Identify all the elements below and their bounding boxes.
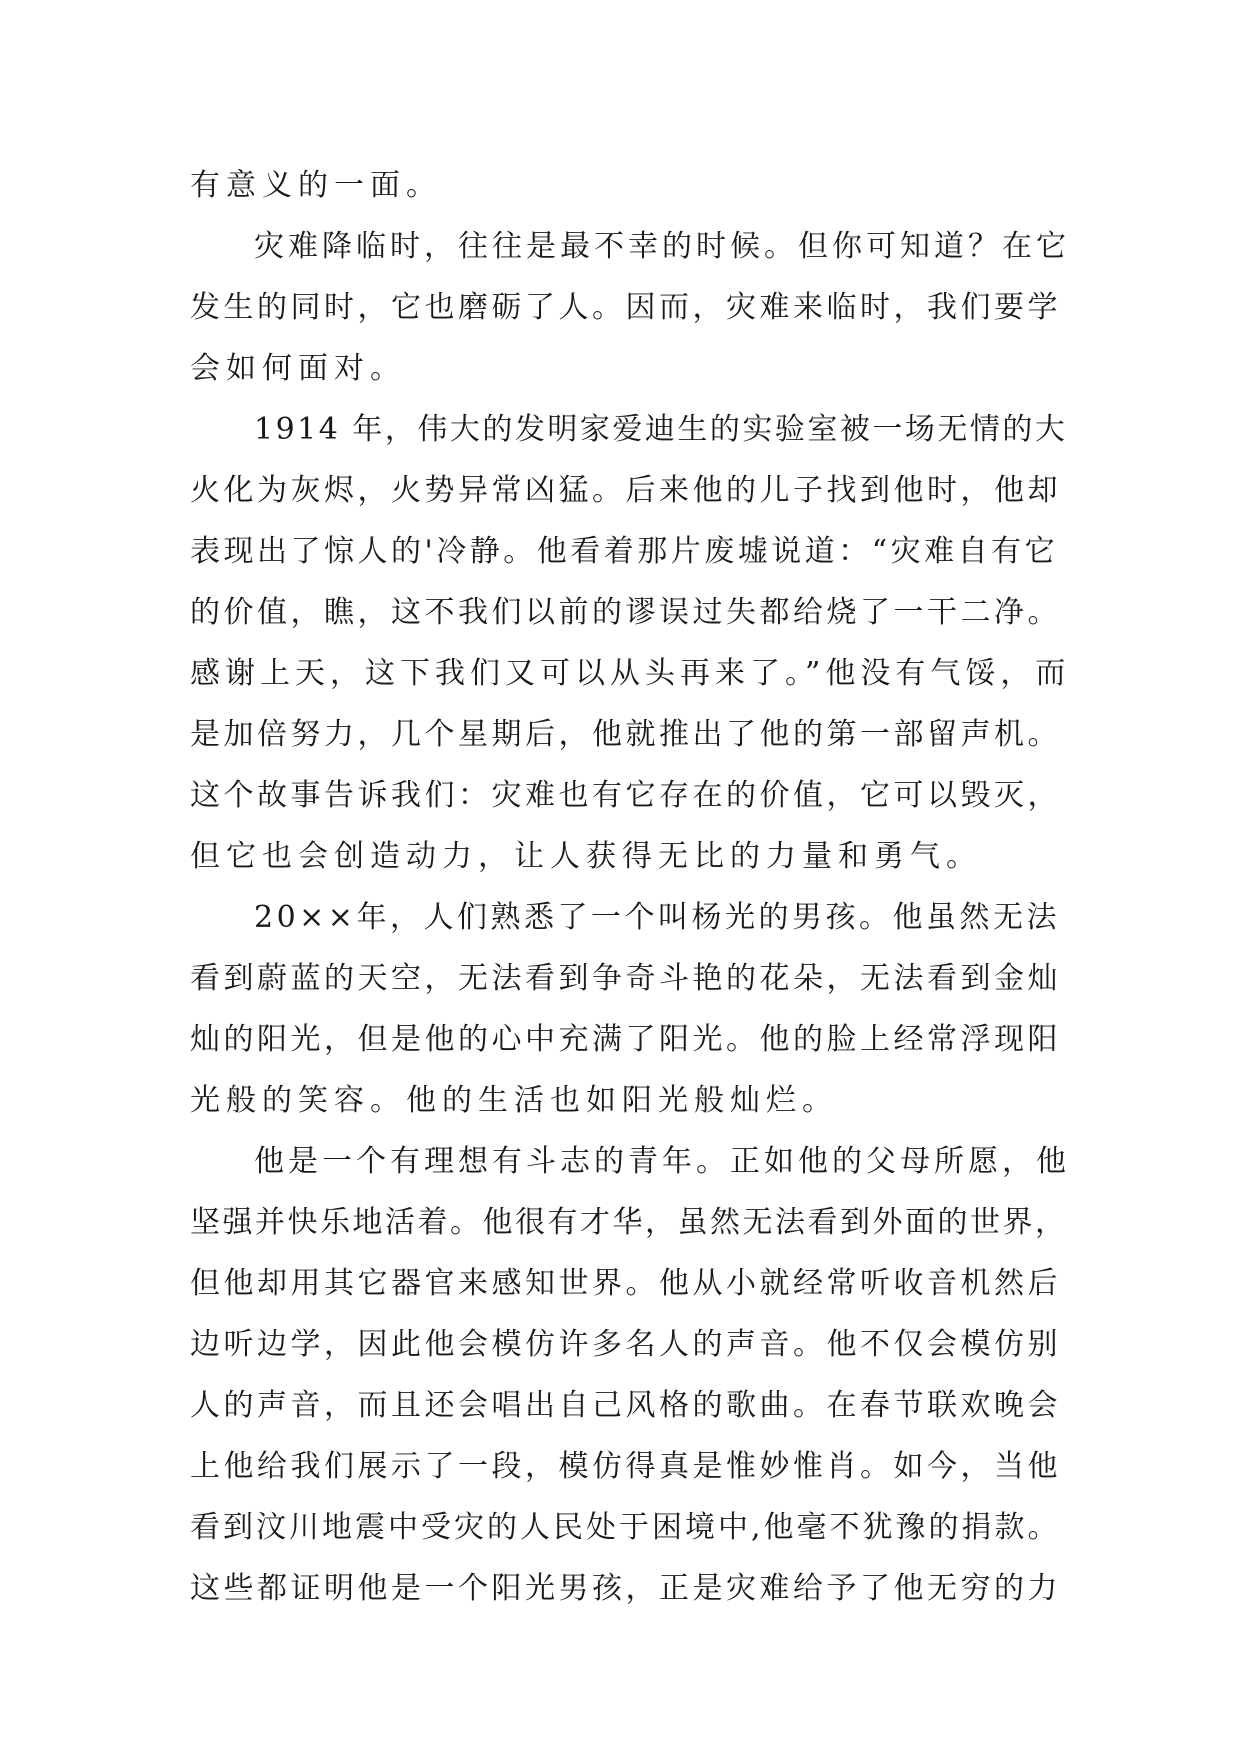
text-line: 看到汶川地震中受灾的人民处于困境中,他毫不犹豫的捐款。 bbox=[190, 1510, 1061, 1545]
text-line: 火化为灰烬，火势异常凶猛。后来他的儿子找到他时，他却 bbox=[190, 473, 1061, 508]
text-line: 上他给我们展示了一段，模仿得真是惟妙惟肖。如今，当他 bbox=[190, 1449, 1061, 1484]
text-line: 光般的笑容。他的生活也如阳光般灿烂。 bbox=[190, 1083, 838, 1118]
text-line: 人的声音，而且还会唱出自己风格的歌曲。在春节联欢晚会 bbox=[190, 1388, 1061, 1423]
text-line: 表现出了惊人的'冷静。他看着那片废墟说道：“灾难自有它 bbox=[190, 534, 1059, 569]
text-line: 1914 年，伟大的发明家爱迪生的实验室被一场无情的大 bbox=[254, 412, 1068, 447]
text-line: 但它也会创造动力，让人获得无比的力量和勇气。 bbox=[190, 839, 982, 874]
text-line: 的价值，瞧，这不我们以前的谬误过失都给烧了一干二净。 bbox=[190, 595, 1061, 630]
text-line: 边听边学，因此他会模仿许多名人的声音。他不仅会模仿别 bbox=[190, 1327, 1061, 1362]
document-body bbox=[190, 155, 1070, 1619]
text-line: 他是一个有理想有斗志的青年。正如他的父母所愿，他 bbox=[254, 1144, 1070, 1179]
text-line: 发生的同时，它也磨砺了人。因而，灾难来临时，我们要学 bbox=[190, 290, 1061, 325]
text-line: 是加倍努力，几个星期后，他就推出了他的第一部留声机。 bbox=[190, 717, 1061, 752]
text-line: 有意义的一面。 bbox=[190, 168, 442, 203]
text-line: 坚强并快乐地活着。他很有才华，虽然无法看到外面的世界， bbox=[190, 1205, 1068, 1240]
text-line: 这些都证明他是一个阳光男孩，正是灾难给予了他无穷的力 bbox=[190, 1571, 1061, 1606]
text-line: 看到蔚蓝的天空，无法看到争奇斗艳的花朵，无法看到金灿 bbox=[190, 961, 1061, 996]
text-line: 20××年，人们熟悉了一个叫杨光的男孩。他虽然无法 bbox=[254, 900, 1060, 935]
text-line: 这个故事告诉我们：灾难也有它存在的价值，它可以毁灭， bbox=[190, 778, 1061, 813]
text-line: 但他却用其它器官来感知世界。他从小就经常听收音机然后 bbox=[190, 1266, 1061, 1301]
text-line: 灾难降临时，往往是最不幸的时候。但你可知道？在它 bbox=[254, 229, 1070, 264]
text-line: 灿的阳光，但是他的心中充满了阳光。他的脸上经常浮现阳 bbox=[190, 1022, 1061, 1057]
text-line: 会如何面对。 bbox=[190, 351, 406, 386]
text-line: 感谢上天，这下我们又可以从头再来了。”他没有气馁，而 bbox=[190, 656, 1071, 691]
